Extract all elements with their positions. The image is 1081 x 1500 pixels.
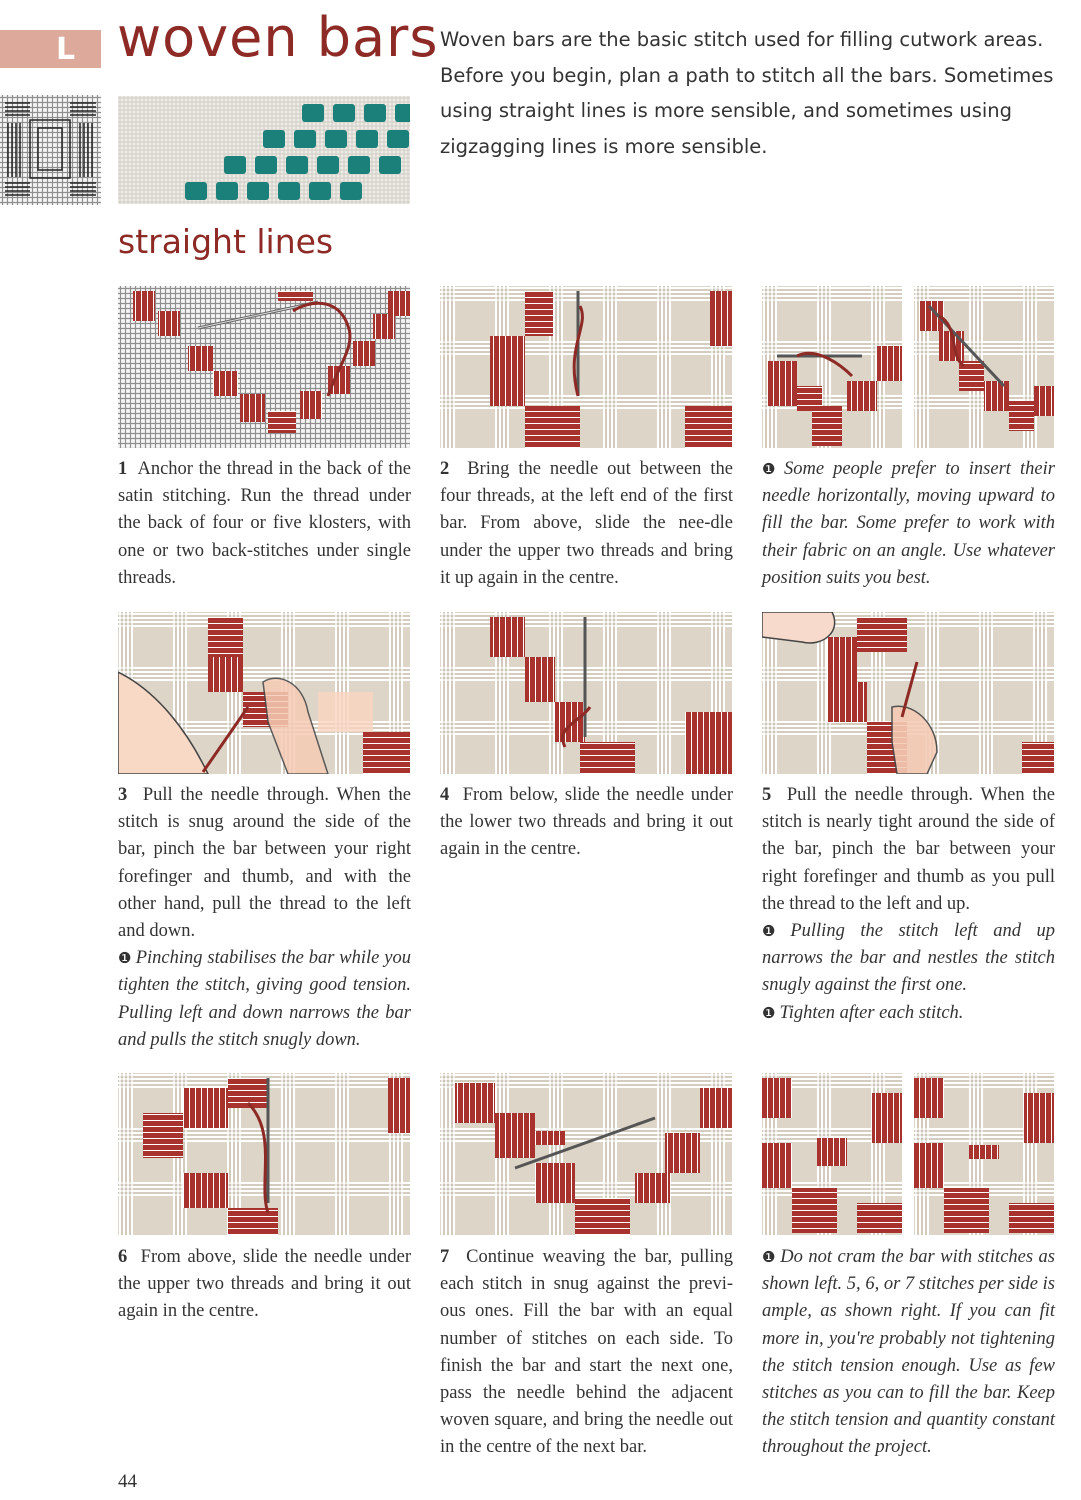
cutwork-hole [278, 182, 300, 200]
step-3-caption [118, 782, 411, 1054]
step-7-illustration [440, 1073, 732, 1235]
step-2-illustration [440, 286, 732, 448]
step-number: 5 [762, 785, 772, 805]
step-text: Continue weaving the bar, pulling each stitch in snug against the previ-ous ones. Fill the bar with an equal number of stitches on each side. To finish the bar and start the next one, pass the needle behind the adjacent woven square, and bring the needle out in the centre of the next bar. [440, 1247, 733, 1458]
cutwork-hole [247, 182, 269, 200]
step-6-illustration [118, 1073, 410, 1235]
step-5-caption [762, 782, 1055, 1027]
page-title: woven bars [117, 6, 439, 69]
step-text: Pull the needle through. When the stitch is snug around the side of the bar, pinch the bar between your right forefinger and thumb, and with the other hand, pull the thread to the left and down. [118, 785, 412, 942]
section-subheading: straight lines [118, 222, 334, 261]
cutwork-hole [263, 130, 285, 148]
cutwork-hole [333, 104, 355, 122]
bullet-icon: ❶ [118, 949, 132, 968]
intro-paragraph: Woven bars are the basic stitch used for filling cutwork areas. Before you begin, plan a path to stitch all the bars. Sometimes using straight lines is more sensible, and sometimes using zigzagging lines is more sensible. [440, 28, 1054, 158]
step-number: 3 [118, 785, 128, 805]
step-4-caption [440, 782, 733, 864]
section-tab [0, 30, 101, 68]
step-text: From above, slide the needle under the upper two threads and bring it out again in the centre. [118, 1247, 411, 1322]
step-2-caption [440, 456, 733, 592]
cram-right-illustration [914, 1073, 1054, 1235]
cutwork-hole [302, 104, 324, 122]
tip-horizontal-illustration [762, 286, 902, 448]
tip-text: Do not cram the bar with stitches as shown left. 5, 6, or 7 stitches per side is ample, as shown right. If you can fit more in, you're probably not tightening the stitch tension enough. Use as few stitches as you can to fill the bar. Keep the stitch tension and quantity constant throughout the project. [762, 1247, 1055, 1458]
step-number: 4 [440, 785, 450, 805]
cutwork-hole [294, 130, 316, 148]
cutwork-hole [255, 156, 277, 174]
cutwork-hole [348, 156, 370, 174]
step-number: 6 [118, 1247, 128, 1267]
cutwork-hole [224, 156, 246, 174]
step-6-caption [118, 1244, 411, 1326]
cram-left-illustration [762, 1073, 902, 1235]
step-number: 1 [118, 459, 128, 479]
step-number: 7 [440, 1247, 450, 1267]
step-1-caption [118, 456, 411, 592]
bullet-icon: ❶ [762, 922, 787, 941]
cutwork-hole [340, 182, 362, 200]
bullet-icon: ❶ [762, 1248, 777, 1266]
tip-text: Pinching stabilises the bar while you tighten the stitch, giving good tension. Pulling left and down narrows the bar and pulls the stitch snugly down. [118, 948, 411, 1050]
cutwork-hole [216, 182, 238, 200]
cutwork-hole [185, 182, 207, 200]
cutwork-hole [317, 156, 339, 174]
step-text: Anchor the thread in the back of the satin stitching. Run the thread under the back of four or five klosters, with one or two back-stitches under single threads. [118, 459, 412, 588]
cutwork-hole [356, 130, 378, 148]
cutwork-hole [286, 156, 308, 174]
tip-position-caption [762, 456, 1055, 592]
page-number: 44 [118, 1471, 137, 1492]
stitch-chart-icon [0, 95, 101, 205]
step-7-caption [440, 1244, 733, 1462]
tip-angle-illustration [914, 286, 1054, 448]
cutwork-hole [395, 104, 410, 122]
step-5-illustration [762, 612, 1054, 774]
step-3-illustration [118, 612, 410, 774]
step-4-illustration [440, 612, 732, 774]
bullet-icon: ❶ [762, 460, 780, 478]
tip-cram-caption [762, 1244, 1055, 1462]
tip-text: Pulling the stitch left and up narrows the bar and nestles the stitch snugly against the first one. [762, 921, 1055, 996]
tip-text: Tighten after each stitch. [779, 1002, 964, 1023]
step-1-illustration [118, 286, 410, 448]
cutwork-hole [325, 130, 347, 148]
step-text: From below, slide the needle under the lower two threads and bring it out again in the centre. [440, 785, 733, 860]
step-text: Bring the needle out between the four threads, at the left end of the first bar. From above, slide the nee-dle under the upper two threads and bring it up again in the centre. [440, 459, 734, 588]
cutwork-hole [364, 104, 386, 122]
section-letter: L [56, 32, 76, 67]
woven-bars-photo [118, 96, 410, 204]
cutwork-hole [309, 182, 331, 200]
tip-text: Some people prefer to insert their needle horizontally, moving upward to fill the bar. Some prefer to work with their fabric on an angle. Use whatever position suits you best. [762, 459, 1055, 588]
step-text: Pull the needle through. When the stitch is nearly tight around the side of the bar, pinch the bar between your right forefinger and thumb as you pull the thread to the left and up. [762, 785, 1056, 914]
bullet-icon: ❶ [762, 1003, 776, 1022]
cutwork-hole [387, 130, 409, 148]
cutwork-hole [379, 156, 401, 174]
step-number: 2 [440, 459, 450, 479]
